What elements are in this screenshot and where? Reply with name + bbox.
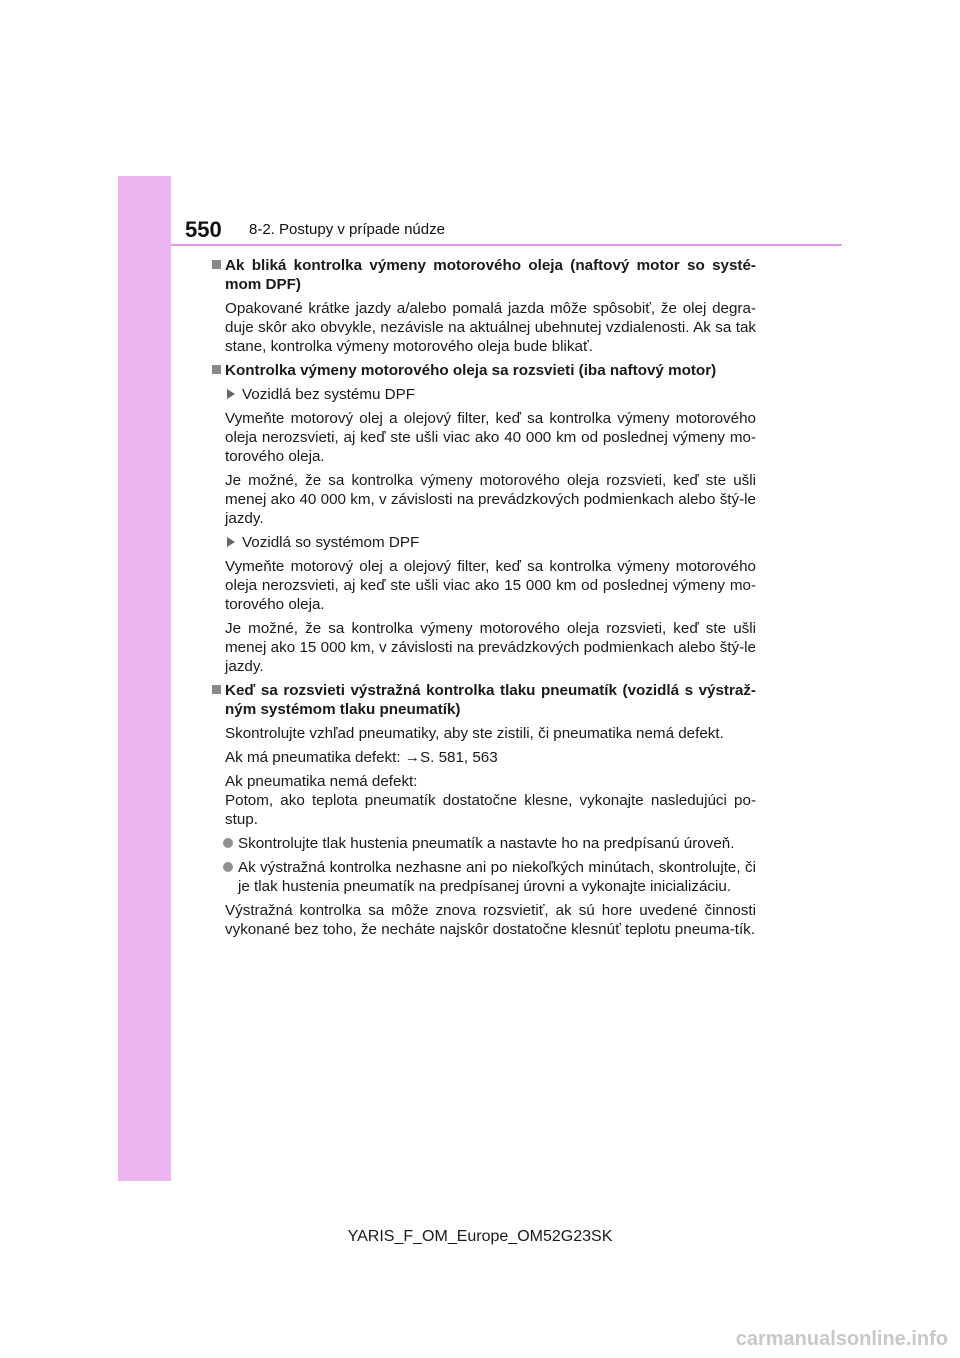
sub-heading-text: Vozidlá bez systému DPF	[242, 386, 416, 403]
heading-text: Ak bliká kontrolka výmeny motorového oleja (naftový motor so systé-mom DPF)	[225, 257, 756, 293]
chapter-sidebar-tab	[118, 176, 171, 1181]
section-dpf-blinking	[211, 256, 756, 356]
triangle-arrow-icon	[227, 389, 235, 399]
section-heading	[211, 361, 756, 380]
paragraph: Výstražná kontrolka sa môže znova rozsvietiť, ak sú hore uvedené činnosti vykonané bez toho, že necháte najskôr dostatočne klesnúť teplotu pneuma-tík.	[225, 902, 756, 938]
paragraph: Opakované krátke jazdy a/alebo pomalá jazda môže spôsobiť, že olej degra-duje skôr ako obvykle, nezávisle na aktuálnej ubehnutej vzdialenosti. Ak sa tak stane, kontrolka výmeny motorového oleja bude blikať.	[225, 300, 756, 355]
circle-bullet-icon	[223, 838, 233, 848]
square-bullet-icon	[212, 365, 221, 374]
document-code: YARIS_F_OM_Europe_OM52G23SK	[347, 1228, 613, 1245]
section-title: 8-2. Postupy v prípade núdze	[249, 221, 445, 238]
section-heading	[211, 681, 756, 719]
heading-text: Keď sa rozsvieti výstražná kontrolka tlaku pneumatík (vozidlá s výstraž-ným systémom tlaku pneumatík)	[225, 682, 756, 718]
paragraph: Je možné, že sa kontrolka výmeny motorového oleja rozsvieti, keď ste ušli menej ako 15 000 km, v závislosti na prevádzkových podmienkach alebo štý-le jazdy.	[225, 620, 756, 675]
square-bullet-icon	[212, 260, 221, 269]
watermark: carmanualsonline.info	[735, 1328, 948, 1350]
page-content	[211, 256, 756, 944]
heading-text: Kontrolka výmeny motorového oleja sa rozsvieti (iba naftový motor)	[225, 362, 717, 379]
page-number: 550	[185, 217, 222, 242]
paragraph: Skontrolujte vzhľad pneumatiky, aby ste zistili, či pneumatika nemá defekt.	[225, 725, 724, 742]
square-bullet-icon	[212, 685, 221, 694]
sub-heading-text: Vozidlá so systémom DPF	[242, 534, 420, 551]
list-item-text: Ak výstražná kontrolka nezhasne ani po niekoľkých minútach, skontrolujte, či je tlak hustenia pneumatík na predpísanej úrovni a vykonajte inicializáciu.	[238, 859, 756, 895]
circle-bullet-icon	[223, 862, 233, 872]
triangle-arrow-icon	[227, 537, 235, 547]
list-item-text: Skontrolujte tlak hustenia pneumatík a nastavte ho na predpísanú úroveň.	[238, 835, 735, 852]
sub-heading	[211, 533, 756, 552]
paragraph-line: Ak pneumatika nemá defekt:	[225, 773, 418, 790]
paragraph: Vymeňte motorový olej a olejový filter, keď sa kontrolka výmeny motorového oleja nerozsvieti, aj keď ste ušli viac ako 40 000 km od poslednej výmeny mo-torového oleja.	[225, 410, 756, 465]
section-oil-change-on	[211, 361, 756, 676]
paragraph	[211, 772, 756, 829]
section-heading	[211, 256, 756, 294]
list-item	[211, 834, 756, 853]
paragraph: Vymeňte motorový olej a olejový filter, keď sa kontrolka výmeny motorového oleja nerozsvieti, aj keď ste ušli viac ako 15 000 km od poslednej výmeny mo-torového oleja.	[225, 558, 756, 613]
paragraph: Je možné, že sa kontrolka výmeny motorového oleja rozsvieti, keď ste ušli menej ako 40 000 km, v závislosti na prevádzkových podmienkach alebo štý-le jazdy.	[225, 472, 756, 527]
list-item	[211, 858, 756, 896]
paragraph-line: Potom, ako teplota pneumatík dostatočne klesne, vykonajte nasledujúci po-stup.	[225, 792, 756, 828]
section-tire-pressure	[211, 681, 756, 939]
header-rule	[171, 244, 842, 246]
sub-heading	[211, 385, 756, 404]
page-reference: Ak má pneumatika defekt: →S. 581, 563	[225, 749, 498, 766]
